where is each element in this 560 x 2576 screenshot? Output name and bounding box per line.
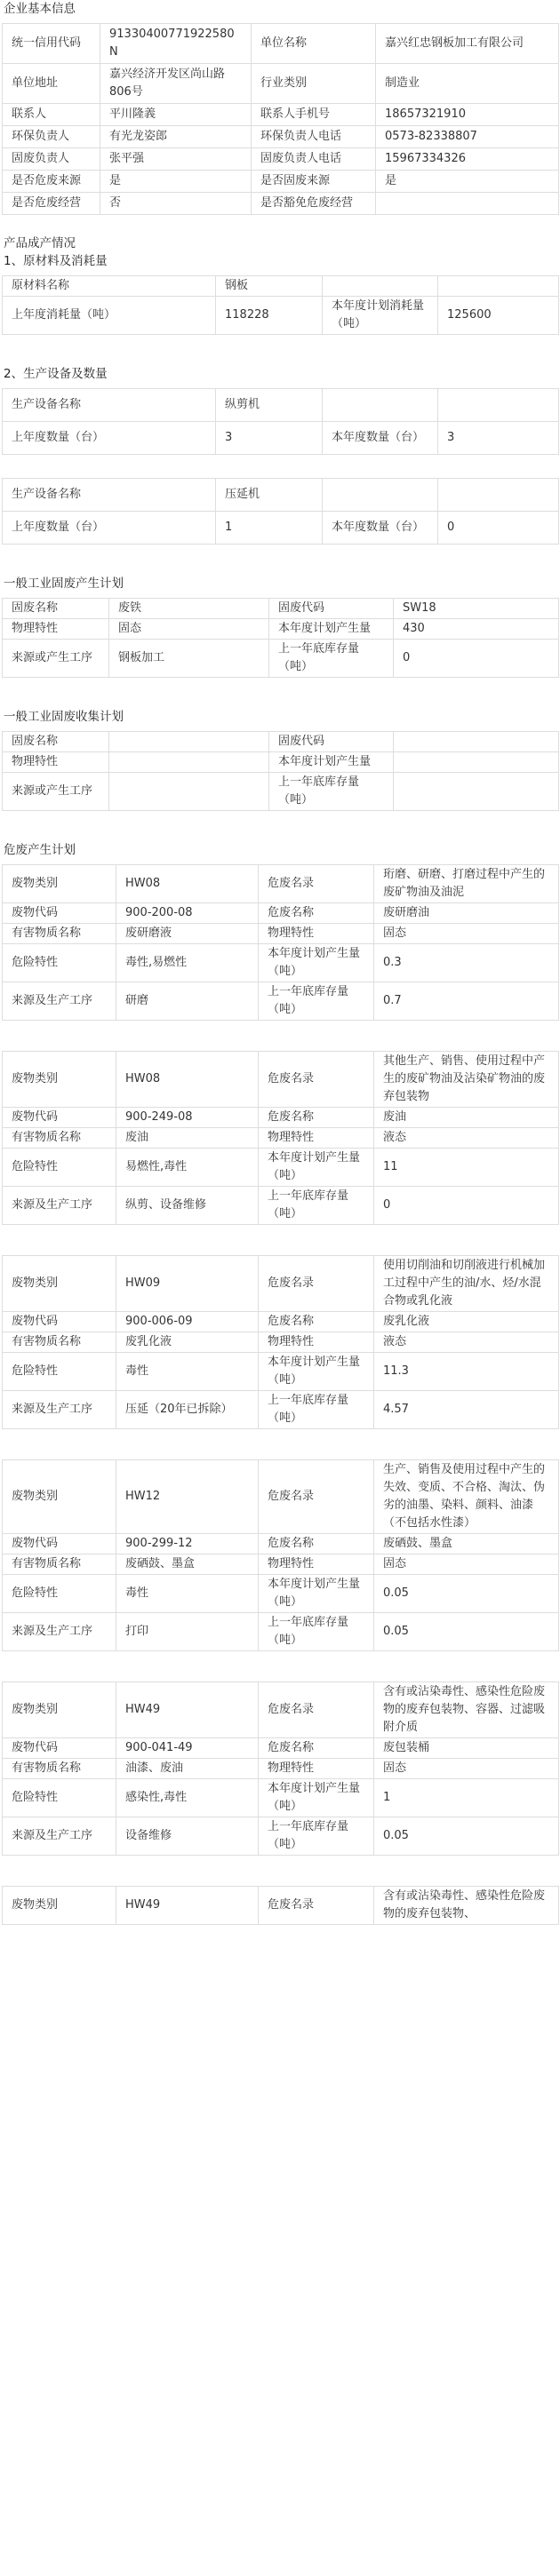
field-label: 危废名称 xyxy=(259,1534,374,1554)
field-label: 联系人手机号 xyxy=(252,104,376,126)
field-value: 1 xyxy=(374,1779,559,1817)
equipment-table xyxy=(2,478,559,545)
field-label: 废物类别 xyxy=(3,865,116,903)
table-row xyxy=(3,148,559,171)
field-value: 含有或沾染毒性、感染性危险废物的废弃包装物、容器、过滤吸附介质 xyxy=(374,1682,559,1738)
field-label: 有害物质名称 xyxy=(3,1554,116,1575)
field-label: 危废名录 xyxy=(259,1887,374,1925)
field-label: 是否固废来源 xyxy=(252,171,376,193)
hazardous-waste-table xyxy=(2,1682,559,1856)
table-row xyxy=(3,903,559,924)
table-row xyxy=(3,1149,559,1187)
field-value: 废油 xyxy=(374,1108,559,1128)
field-value: HW49 xyxy=(116,1682,259,1738)
field-label: 上一年底库存量（吨） xyxy=(259,1187,374,1225)
field-label: 危废名录 xyxy=(259,1682,374,1738)
field-value: 900-041-49 xyxy=(116,1738,259,1759)
field-value xyxy=(438,276,559,297)
field-label: 上一年底库存量（吨） xyxy=(259,1391,374,1429)
field-value: 430 xyxy=(394,619,559,640)
table-row xyxy=(3,1779,559,1817)
field-value: 含有或沾染毒性、感染性危险废物的废弃包装物、 xyxy=(374,1887,559,1925)
field-value: 固态 xyxy=(374,1554,559,1575)
field-label: 有害物质名称 xyxy=(3,924,116,944)
field-value xyxy=(376,193,559,215)
general-collect-title: 一般工业固废收集计划 xyxy=(4,710,124,724)
field-value xyxy=(109,752,269,773)
field-value: 打印 xyxy=(116,1613,259,1651)
field-label: 物理特性 xyxy=(259,1128,374,1149)
field-label: 危废名录 xyxy=(259,1460,374,1534)
field-value: SW18 xyxy=(394,599,559,619)
table-row xyxy=(3,1534,559,1554)
hazardous-waste-table xyxy=(2,1459,559,1651)
field-label: 生产设备名称 xyxy=(3,389,216,422)
field-value: HW08 xyxy=(116,865,259,903)
field-label: 废物类别 xyxy=(3,1682,116,1738)
field-label: 上年度消耗量（吨） xyxy=(3,297,216,335)
table-row xyxy=(3,1391,559,1429)
field-value: 900-006-09 xyxy=(116,1312,259,1332)
production-section-title: 产品成产情况 xyxy=(4,236,76,250)
field-value: 压延机 xyxy=(216,479,323,512)
table-row xyxy=(3,1575,559,1613)
field-label: 是否豁免危废经营 xyxy=(252,193,376,215)
field-label: 物理特性 xyxy=(3,752,109,773)
field-value: 是 xyxy=(376,171,559,193)
field-label: 本年度数量（台） xyxy=(323,422,438,455)
field-label: 废物类别 xyxy=(3,1052,116,1108)
table-row xyxy=(3,193,559,215)
field-value: 900-299-12 xyxy=(116,1534,259,1554)
field-label: 上一年底库存量（吨） xyxy=(259,1613,374,1651)
table-row xyxy=(3,1353,559,1391)
table-row xyxy=(3,1187,559,1225)
field-value: 4.57 xyxy=(374,1391,559,1429)
field-value: 油漆、废油 xyxy=(116,1759,259,1779)
field-label: 物理特性 xyxy=(3,619,109,640)
field-label: 废物代码 xyxy=(3,1108,116,1128)
field-value: 液态 xyxy=(374,1128,559,1149)
field-label: 危险特性 xyxy=(3,944,116,982)
field-label: 单位地址 xyxy=(3,64,100,104)
table-row xyxy=(3,1759,559,1779)
table-row xyxy=(3,1108,559,1128)
field-label: 来源及生产工序 xyxy=(3,982,116,1021)
hazardous-tables xyxy=(2,864,558,1925)
field-label: 危险特性 xyxy=(3,1353,116,1391)
field-value: 纵剪、设备维修 xyxy=(116,1187,259,1225)
field-label: 物理特性 xyxy=(259,924,374,944)
table-row xyxy=(3,640,559,678)
field-value: 0.05 xyxy=(374,1613,559,1651)
table-row xyxy=(3,24,559,64)
field-label: 物理特性 xyxy=(259,1759,374,1779)
table-row xyxy=(3,1738,559,1759)
raw-material-table xyxy=(2,275,559,335)
field-label: 本年度计划产生量（吨） xyxy=(259,1149,374,1187)
table-row xyxy=(3,479,559,512)
field-value: 有光龙姿郎 xyxy=(100,126,252,148)
table-row xyxy=(3,64,559,104)
field-label: 危废名称 xyxy=(259,903,374,924)
field-value xyxy=(438,389,559,422)
field-value: 废包装桶 xyxy=(374,1738,559,1759)
field-value: HW49 xyxy=(116,1887,259,1925)
field-label: 危废名录 xyxy=(259,1256,374,1312)
field-value xyxy=(394,732,559,752)
general-produce-title: 一般工业固废产生计划 xyxy=(4,576,124,591)
hazardous-waste-table xyxy=(2,1255,559,1429)
field-label: 物理特性 xyxy=(259,1332,374,1353)
table-row xyxy=(3,599,559,619)
field-value: 0.05 xyxy=(374,1817,559,1856)
table-row xyxy=(3,1256,559,1312)
table-row xyxy=(3,982,559,1021)
field-value: 固态 xyxy=(374,1759,559,1779)
general-collect-table xyxy=(2,731,559,811)
table-row xyxy=(3,1817,559,1856)
field-label: 上年度数量（台） xyxy=(3,422,216,455)
field-label: 危险特性 xyxy=(3,1149,116,1187)
field-value: 0.3 xyxy=(374,944,559,982)
field-label: 危废名录 xyxy=(259,865,374,903)
equipment-section-title: 2、生产设备及数量 xyxy=(4,367,108,381)
field-label: 有害物质名称 xyxy=(3,1128,116,1149)
table-row xyxy=(3,1554,559,1575)
field-value: 3 xyxy=(438,422,559,455)
field-value: 0 xyxy=(438,512,559,545)
field-value: 是 xyxy=(100,171,252,193)
field-value: 钢板 xyxy=(216,276,323,297)
table-row xyxy=(3,944,559,982)
field-label: 本年度计划产生量（吨） xyxy=(259,1353,374,1391)
field-value: 设备维修 xyxy=(116,1817,259,1856)
field-label: 固废名称 xyxy=(3,599,109,619)
field-value xyxy=(109,732,269,752)
table-row xyxy=(3,1613,559,1651)
table-row xyxy=(3,104,559,126)
field-value: 0.7 xyxy=(374,982,559,1021)
field-label: 固废负责人 xyxy=(3,148,100,171)
table-row xyxy=(3,1682,559,1738)
field-label: 废物代码 xyxy=(3,1534,116,1554)
equipment-table xyxy=(2,388,559,455)
field-label: 上一年底库存量（吨） xyxy=(269,773,394,811)
field-label: 上年度数量（台） xyxy=(3,512,216,545)
field-label: 来源及生产工序 xyxy=(3,1613,116,1651)
field-label: 废物类别 xyxy=(3,1256,116,1312)
field-label: 固废代码 xyxy=(269,732,394,752)
field-label: 废物类别 xyxy=(3,1460,116,1534)
hazardous-waste-table xyxy=(2,1886,559,1925)
table-row xyxy=(3,1887,559,1925)
field-value: 废乳化液 xyxy=(374,1312,559,1332)
field-value: 生产、销售及使用过程中产生的失效、变质、不合格、淘汰、伪劣的油墨、染料、颜料、油漆（不包括水性漆） xyxy=(374,1460,559,1534)
field-value: 废油 xyxy=(116,1128,259,1149)
general-produce-table xyxy=(2,598,559,678)
field-value: 1 xyxy=(216,512,323,545)
field-label: 固废代码 xyxy=(269,599,394,619)
field-label: 固废负责人电话 xyxy=(252,148,376,171)
field-label: 有害物质名称 xyxy=(3,1759,116,1779)
field-label: 本年度计划产生量 xyxy=(269,619,394,640)
table-row xyxy=(3,924,559,944)
field-label xyxy=(323,276,438,297)
field-value xyxy=(394,773,559,811)
field-label: 行业类别 xyxy=(252,64,376,104)
table-row xyxy=(3,126,559,148)
field-value: 钢板加工 xyxy=(109,640,269,678)
field-label: 危险特性 xyxy=(3,1575,116,1613)
field-value: 废硒鼓、墨盒 xyxy=(374,1534,559,1554)
table-row xyxy=(3,1332,559,1353)
field-label: 废物代码 xyxy=(3,1312,116,1332)
field-value: 废研磨油 xyxy=(374,903,559,924)
table-row xyxy=(3,422,559,455)
field-value: 嘉兴红忠钢板加工有限公司 xyxy=(376,24,559,64)
field-label: 本年度计划产生量 xyxy=(269,752,394,773)
field-value: 废乳化液 xyxy=(116,1332,259,1353)
field-label: 本年度数量（台） xyxy=(323,512,438,545)
field-label xyxy=(323,389,438,422)
field-value: 125600 xyxy=(438,297,559,335)
field-label: 联系人 xyxy=(3,104,100,126)
field-value: 18657321910 xyxy=(376,104,559,126)
field-label: 废物代码 xyxy=(3,1738,116,1759)
field-label xyxy=(323,479,438,512)
field-label: 统一信用代码 xyxy=(3,24,100,64)
field-label: 本年度计划产生量（吨） xyxy=(259,1779,374,1817)
field-value: 液态 xyxy=(374,1332,559,1353)
raw-material-title: 1、原材料及消耗量 xyxy=(4,254,108,268)
field-value: 固态 xyxy=(109,619,269,640)
field-value: 0.05 xyxy=(374,1575,559,1613)
field-value: 否 xyxy=(100,193,252,215)
field-value: 使用切削油和切削液进行机械加工过程中产生的油/水、烃/水混合物或乳化液 xyxy=(374,1256,559,1312)
field-label: 危废名称 xyxy=(259,1312,374,1332)
field-label: 来源及生产工序 xyxy=(3,1391,116,1429)
field-value: 毒性 xyxy=(116,1575,259,1613)
field-value: 118228 xyxy=(216,297,323,335)
table-row xyxy=(3,732,559,752)
field-label: 本年度计划产生量（吨） xyxy=(259,1575,374,1613)
field-value: 毒性 xyxy=(116,1353,259,1391)
field-label: 是否危废经营 xyxy=(3,193,100,215)
field-label: 来源及生产工序 xyxy=(3,1187,116,1225)
field-label: 单位名称 xyxy=(252,24,376,64)
field-value: 0 xyxy=(394,640,559,678)
field-value: 嘉兴经济开发区尚山路806号 xyxy=(100,64,252,104)
field-label: 原材料名称 xyxy=(3,276,216,297)
hazardous-waste-table xyxy=(2,1051,559,1225)
field-value: 3 xyxy=(216,422,323,455)
field-value: HW12 xyxy=(116,1460,259,1534)
field-label: 上一年底库存量（吨） xyxy=(269,640,394,678)
hazardous-section-title: 危废产生计划 xyxy=(4,843,76,857)
field-value: 平川隆義 xyxy=(100,104,252,126)
field-value: 其他生产、销售、使用过程中产生的废矿物油及沾染矿物油的废弃包装物 xyxy=(374,1052,559,1108)
field-value: 11.3 xyxy=(374,1353,559,1391)
field-label: 来源或产生工序 xyxy=(3,640,109,678)
enterprise-info-table xyxy=(2,23,559,215)
field-value: 11 xyxy=(374,1149,559,1187)
table-row xyxy=(3,1052,559,1108)
field-value: 废铁 xyxy=(109,599,269,619)
field-value: 毒性,易燃性 xyxy=(116,944,259,982)
field-label: 有害物质名称 xyxy=(3,1332,116,1353)
enterprise-section-title: 企业基本信息 xyxy=(4,2,76,16)
field-label: 来源及生产工序 xyxy=(3,1817,116,1856)
field-value: 900-200-08 xyxy=(116,903,259,924)
field-value: 0 xyxy=(374,1187,559,1225)
field-value: 废研磨液 xyxy=(116,924,259,944)
field-label: 废物代码 xyxy=(3,903,116,924)
field-label: 是否危废来源 xyxy=(3,171,100,193)
table-row xyxy=(3,1128,559,1149)
field-label: 上一年底库存量（吨） xyxy=(259,1817,374,1856)
field-value: 珩磨、研磨、打磨过程中产生的废矿物油及油泥 xyxy=(374,865,559,903)
table-row xyxy=(3,389,559,422)
field-value xyxy=(394,752,559,773)
hazardous-waste-table xyxy=(2,864,559,1021)
field-value: 91330400771922580N xyxy=(100,24,252,64)
field-label: 来源或产生工序 xyxy=(3,773,109,811)
field-value: 固态 xyxy=(374,924,559,944)
table-row xyxy=(3,1460,559,1534)
field-value: HW09 xyxy=(116,1256,259,1312)
field-value xyxy=(438,479,559,512)
field-label: 危废名称 xyxy=(259,1108,374,1128)
field-label: 废物类别 xyxy=(3,1887,116,1925)
field-label: 上一年底库存量（吨） xyxy=(259,982,374,1021)
table-row xyxy=(3,512,559,545)
table-row xyxy=(3,1312,559,1332)
field-value: 废硒鼓、墨盒 xyxy=(116,1554,259,1575)
field-label: 危险特性 xyxy=(3,1779,116,1817)
table-row xyxy=(3,865,559,903)
table-row xyxy=(3,276,559,297)
field-label: 固废名称 xyxy=(3,732,109,752)
field-value: 15967334326 xyxy=(376,148,559,171)
field-label: 危废名录 xyxy=(259,1052,374,1108)
field-label: 生产设备名称 xyxy=(3,479,216,512)
field-label: 危废名称 xyxy=(259,1738,374,1759)
field-value: HW08 xyxy=(116,1052,259,1108)
table-row xyxy=(3,297,559,335)
field-label: 环保负责人电话 xyxy=(252,126,376,148)
field-label: 本年度计划消耗量（吨） xyxy=(323,297,438,335)
field-value: 制造业 xyxy=(376,64,559,104)
field-label: 本年度计划产生量（吨） xyxy=(259,944,374,982)
field-value: 研磨 xyxy=(116,982,259,1021)
table-row xyxy=(3,619,559,640)
field-label: 物理特性 xyxy=(259,1554,374,1575)
field-value: 压延（20年已拆除） xyxy=(116,1391,259,1429)
field-value: 易燃性,毒性 xyxy=(116,1149,259,1187)
table-row xyxy=(3,773,559,811)
table-row xyxy=(3,171,559,193)
field-label: 环保负责人 xyxy=(3,126,100,148)
field-value: 0573-82338807 xyxy=(376,126,559,148)
field-value: 感染性,毒性 xyxy=(116,1779,259,1817)
table-row xyxy=(3,752,559,773)
field-value: 900-249-08 xyxy=(116,1108,259,1128)
equipment-tables xyxy=(2,388,558,545)
field-value xyxy=(109,773,269,811)
field-value: 纵剪机 xyxy=(216,389,323,422)
field-value: 张平强 xyxy=(100,148,252,171)
